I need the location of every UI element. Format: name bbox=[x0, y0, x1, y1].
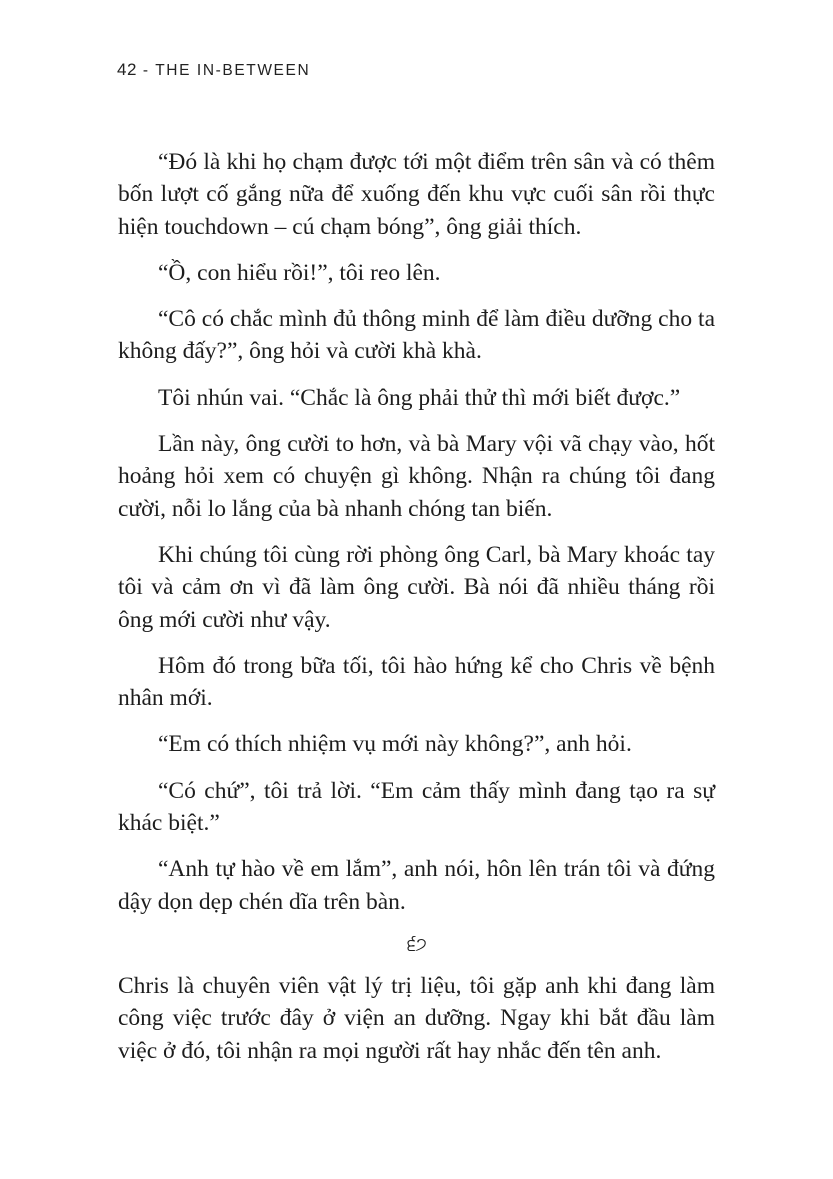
body-text bbox=[118, 146, 715, 1081]
paragraph: Chris là chuyên viên vật lý trị liệu, tôi gặp anh khi đang làm công việc trước đây ở viện an dưỡng. Ngay khi bắt đầu làm việc ở đó, tôi nhận ra mọi người rất hay nhắc đến tên anh. bbox=[118, 972, 715, 1064]
book-title: THE IN-BETWEEN bbox=[155, 62, 311, 79]
paragraph: Tôi nhún vai. “Chắc là ông phải thử thì mới biết được.” bbox=[158, 384, 681, 411]
header-separator: - bbox=[136, 62, 156, 79]
paragraph: “Anh tự hào về em lắm”, anh nói, hôn lên trán tôi và đứng dậy dọn dẹp chén dĩa trên bàn. bbox=[118, 856, 715, 915]
paragraph: “Em có thích nhiệm vụ mới này không?”, anh hỏi. bbox=[158, 731, 632, 758]
section-break-ornament: ੬੭ bbox=[407, 933, 426, 954]
paragraph: “Đó là khi họ chạm được tới một điểm trên sân và có thêm bốn lượt cố gắng nữa để xuống đến khu vực cuối sân rồi thực hiện touchdown – cú chạm bóng”, ông giải thích. bbox=[118, 149, 715, 240]
paragraph: Hôm đó trong bữa tối, tôi hào hứng kể cho Chris về bệnh nhân mới. bbox=[118, 652, 715, 712]
page-number: 42 bbox=[117, 60, 137, 79]
paragraph: Lần này, ông cười to hơn, và bà Mary vội vã chạy vào, hốt hoảng hỏi xem có chuyện gì không. Nhận ra chúng tôi đang cười, nỗi lo lắng của bà nhanh chóng tan biến. bbox=[118, 431, 715, 522]
paragraph: “Cô có chắc mình đủ thông minh để làm điều dưỡng cho ta không đấy?”, ông hỏi và cười khà khà. bbox=[118, 306, 715, 365]
paragraph: Khi chúng tôi cùng rời phòng ông Carl, bà Mary khoác tay tôi và cảm ơn vì đã làm ông cười. Bà nói đã nhiều tháng rồi ông mới cười như vậy. bbox=[118, 541, 715, 633]
paragraph: “Ồ, con hiểu rồi!”, tôi reo lên. bbox=[158, 259, 441, 286]
paragraph: “Có chứ”, tôi trả lời. “Em cảm thấy mình đang tạo ra sự khác biệt.” bbox=[118, 777, 715, 837]
running-header bbox=[117, 60, 310, 80]
